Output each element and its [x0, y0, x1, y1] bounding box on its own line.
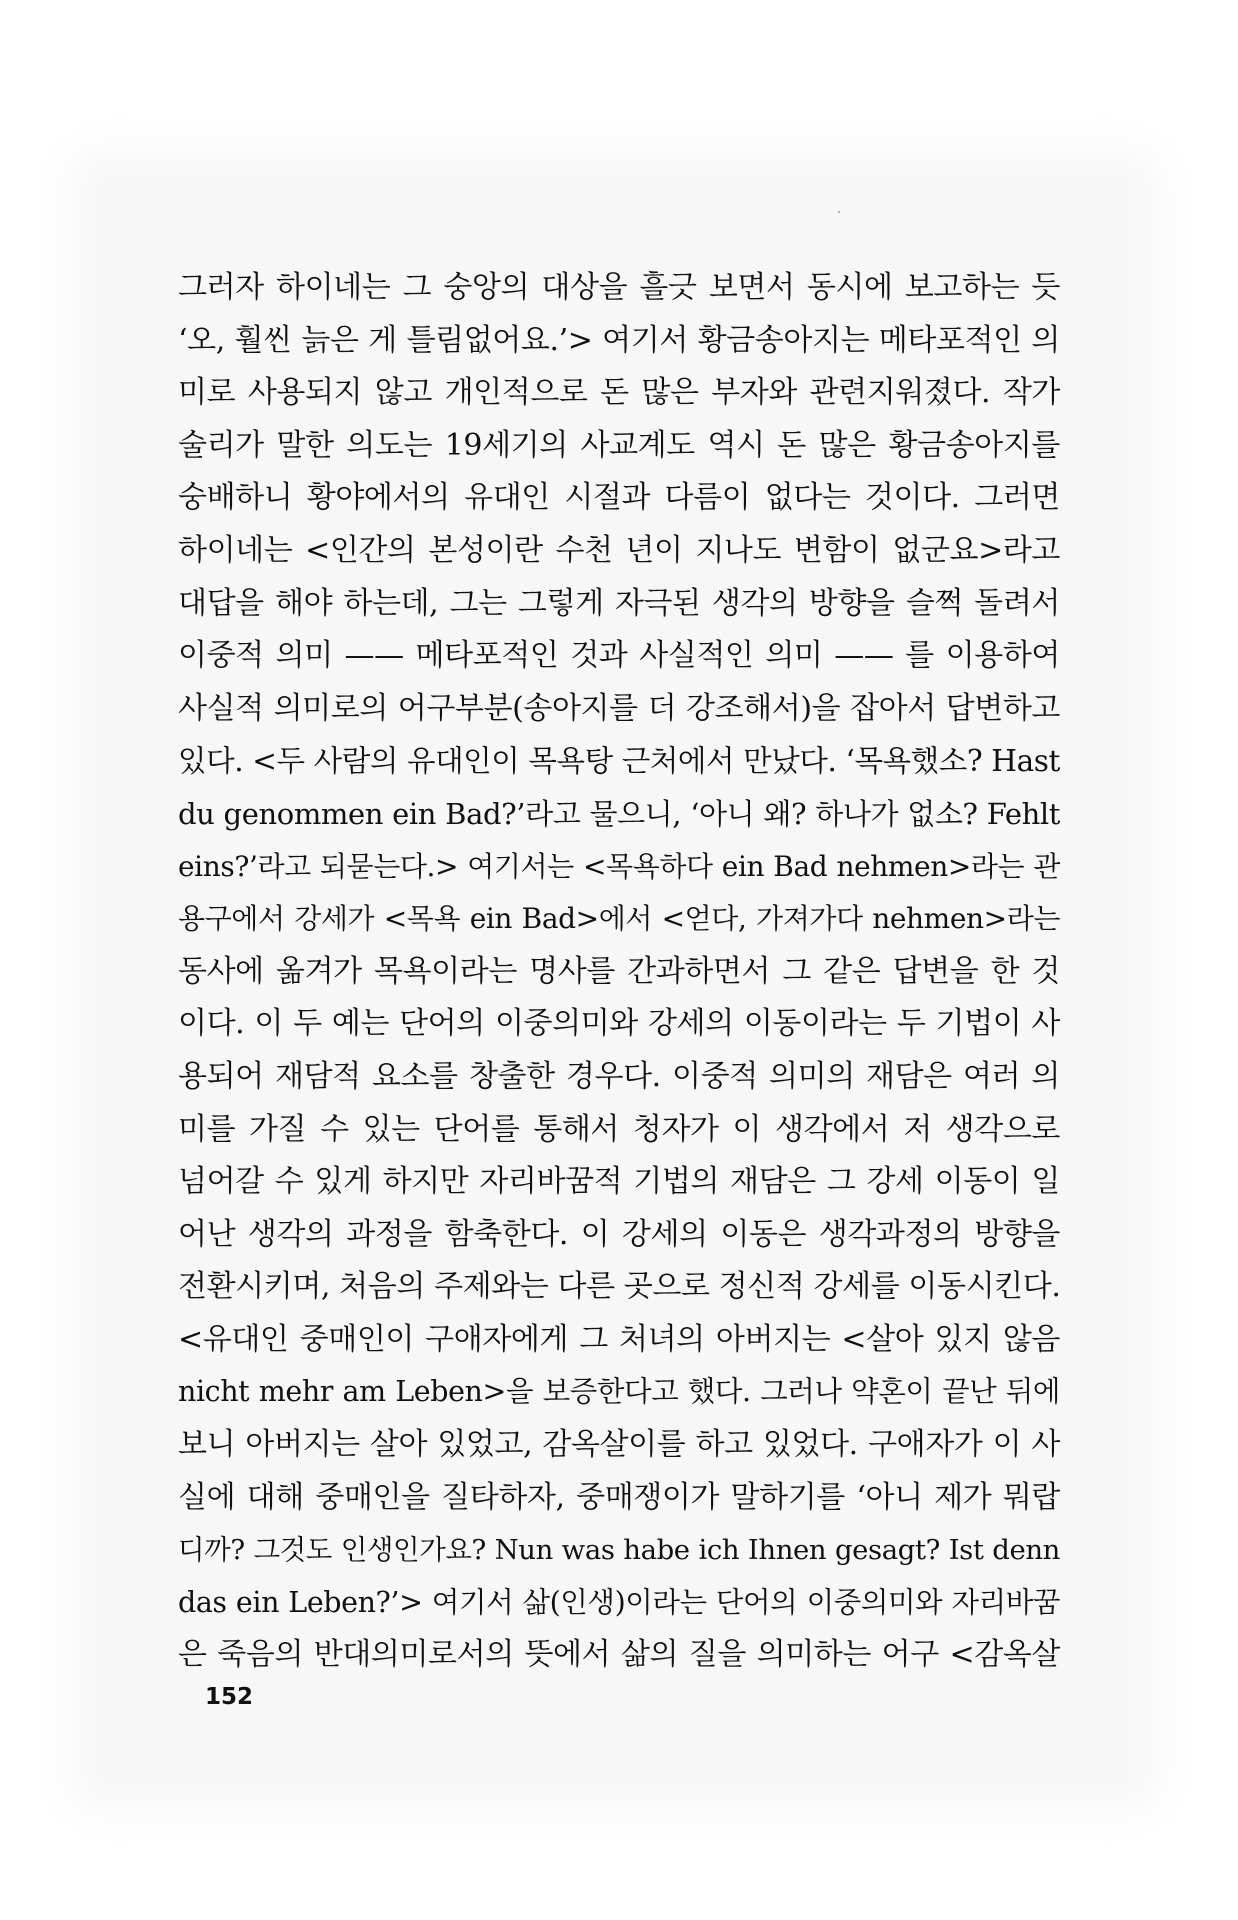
text-line: nicht mehr am Leben>을 보증한다고 했다. 그러나 약혼이 끝난 뒤에 — [178, 1375, 1060, 1409]
text-line: 미로 사용되지 않고 개인적으로 돈 많은 부자와 관련지워졌다. 작가 — [178, 375, 1060, 411]
text-line: 넘어갈 수 있게 하지만 자리바꿈적 기법의 재담은 그 강세 이동이 일 — [178, 1164, 1060, 1200]
text-line: 동사에 옮겨가 목욕이라는 명사를 간과하면서 그 같은 답변을 한 것 — [178, 953, 1060, 989]
text-line: 술리가 말한 의도는 19세기의 사교계도 역시 돈 많은 황금송아지를 — [178, 427, 1060, 463]
text-line: 전환시키며, 처음의 주제와는 다른 곳으로 정신적 강세를 이동시킨다. — [178, 1269, 1061, 1305]
text-line: 대답을 해야 하는데, 그는 그렇게 자극된 생각의 방향을 슬쩍 돌려서 — [178, 585, 1060, 621]
text-line: 이중적 의미 —— 메타포적인 것과 사실적인 의미 —— 를 이용하여 — [178, 638, 1060, 674]
text-line: 디까? 그것도 인생인가요? Nun was habe ich Ihnen gesagt? Ist denn — [178, 1534, 1060, 1567]
scan-speck — [838, 211, 840, 213]
text-line: 그러자 하이네는 그 숭앙의 대상을 흘긋 보면서 동시에 보고하는 듯 — [178, 270, 1060, 305]
text-line: 이다. 이 두 예는 단어의 이중의미와 강세의 이동이라는 두 기법이 사 — [178, 1006, 1060, 1042]
text-line: ‘오, 훨씬 늙은 게 틀림없어요.’> 여기서 황금송아지는 메타포적인 의 — [178, 322, 1060, 358]
text-line: eins?’라고 되묻는다.> 여기서는 <목욕하다 ein Bad nehmen>라는 관 — [178, 849, 1060, 883]
text-line: 하이네는 <인간의 본성이란 수천 년이 지나도 변함이 없군요>라고 — [178, 532, 1060, 568]
body-text — [178, 262, 1060, 1682]
text-line: 어난 생각의 과정을 함축한다. 이 강세의 이동은 생각과정의 방향을 — [178, 1216, 1060, 1252]
text-line: 있다. <두 사람의 유대인이 목욕탕 근처에서 만났다. ‘목욕했소? Hast — [178, 744, 1060, 779]
text-line: 숭배하니 황야에서의 유대인 시절과 다름이 없다는 것이다. 그러면 — [178, 480, 1060, 516]
text-line: 용되어 재담적 요소를 창출한 경우다. 이중적 의미의 재담은 여러 의 — [178, 1058, 1060, 1094]
text-line: du genommen ein Bad?’라고 물으니, ‘아니 왜? 하나가 없소? Fehlt — [178, 796, 1060, 831]
text-line: das ein Leben?’> 여기서 삶(인생)이라는 단어의 이중의미와 자리바꿈 — [178, 1585, 1060, 1619]
text-line: 미를 가질 수 있는 단어를 통해서 청자가 이 생각에서 저 생각으로 — [178, 1111, 1060, 1147]
text-line: 보니 아버지는 살아 있었고, 감옥살이를 하고 있었다. 구애자가 이 사 — [178, 1427, 1060, 1463]
text-line: <유대인 중매인이 구애자에게 그 처녀의 아버지는 <살아 있지 않음 — [178, 1321, 1060, 1357]
page-number: 152 — [205, 1684, 254, 1710]
text-line: 실에 대해 중매인을 질타하자, 중매쟁이가 말하기를 ‘아니 제가 뭐랍 — [178, 1479, 1060, 1515]
text-line: 은 죽음의 반대의미로서의 뜻에서 삶의 질을 의미하는 어구 <감옥살 — [178, 1637, 1060, 1673]
text-line: 사실적 의미로의 어구부분(송아지를 더 강조해서)을 잡아서 답변하고 — [178, 690, 1060, 726]
text-line: 용구에서 강세가 <목욕 ein Bad>에서 <얻다, 가져가다 nehmen>라는 — [178, 902, 1060, 936]
